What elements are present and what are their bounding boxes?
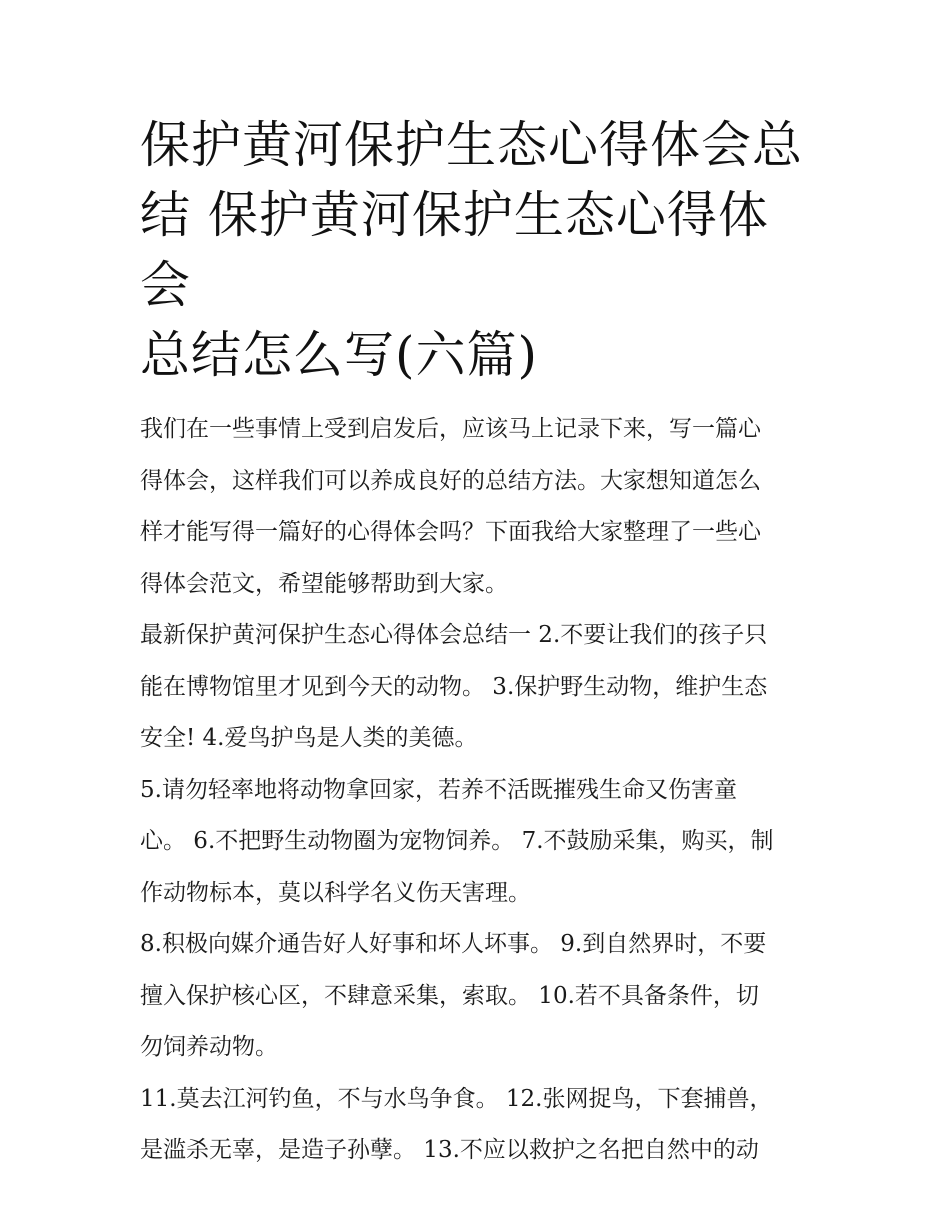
title-line: 结 保护黄河保护生态心得体会 [140,186,769,314]
text-line: 最新保护黄河保护生态心得体会总结一 2.不要让我们的孩子只 [140,622,768,648]
body-paragraph [140,610,812,765]
text-line: 11.莫去江河钓鱼，不与水鸟争食。 12.张网捉鸟，下套捕兽， [140,1085,773,1112]
text-line: 心。 6.不把野生动物圈为宠物饲养。 7.不鼓励采集，购买，制 [140,828,774,854]
text-line: 得体会，这样我们可以养成良好的总结方法。大家想知道怎么 [140,467,761,494]
text-line: 我们在一些事情上受到启发后，应该马上记录下来，写一篇心 [140,416,761,442]
body-paragraph [140,1074,812,1177]
text-line: 得体会范文，希望能够帮助到大家。 [140,570,508,597]
title-line: 保护黄河保护生态心得体会总 [140,116,803,174]
text-line: 能在博物馆里才见到今天的动物。 3.保护野生动物，维护生态 [140,673,768,700]
document-page [140,110,812,1177]
intro-paragraph [140,404,812,610]
title-line: 总结怎么写(六篇) [140,326,539,384]
text-line: 安全! 4.爱鸟护鸟是人类的美德。 [140,725,478,751]
body-paragraph [140,765,812,920]
text-line: 是滥杀无辜，是造子孙孽。 13.不应以救护之名把自然中的动 [140,1137,759,1163]
text-line: 5.请勿轻率地将动物拿回家，若养不活既摧残生命又伤害童 [140,776,737,803]
body-paragraph [140,919,812,1074]
text-line: 8.积极向媒介通告好人好事和坏人坏事。 9.到自然界时，不要 [140,931,767,957]
text-line: 作动物标本，莫以科学名义伤天害理。 [140,879,531,906]
text-line: 勿饲养动物。 [140,1034,278,1060]
text-line: 擅入保护核心区，不肆意采集，索取。 10.若不具备条件，切 [140,982,759,1009]
document-title [140,110,812,390]
text-line: 样才能写得一篇好的心得体会吗？下面我给大家整理了一些心 [140,519,761,545]
